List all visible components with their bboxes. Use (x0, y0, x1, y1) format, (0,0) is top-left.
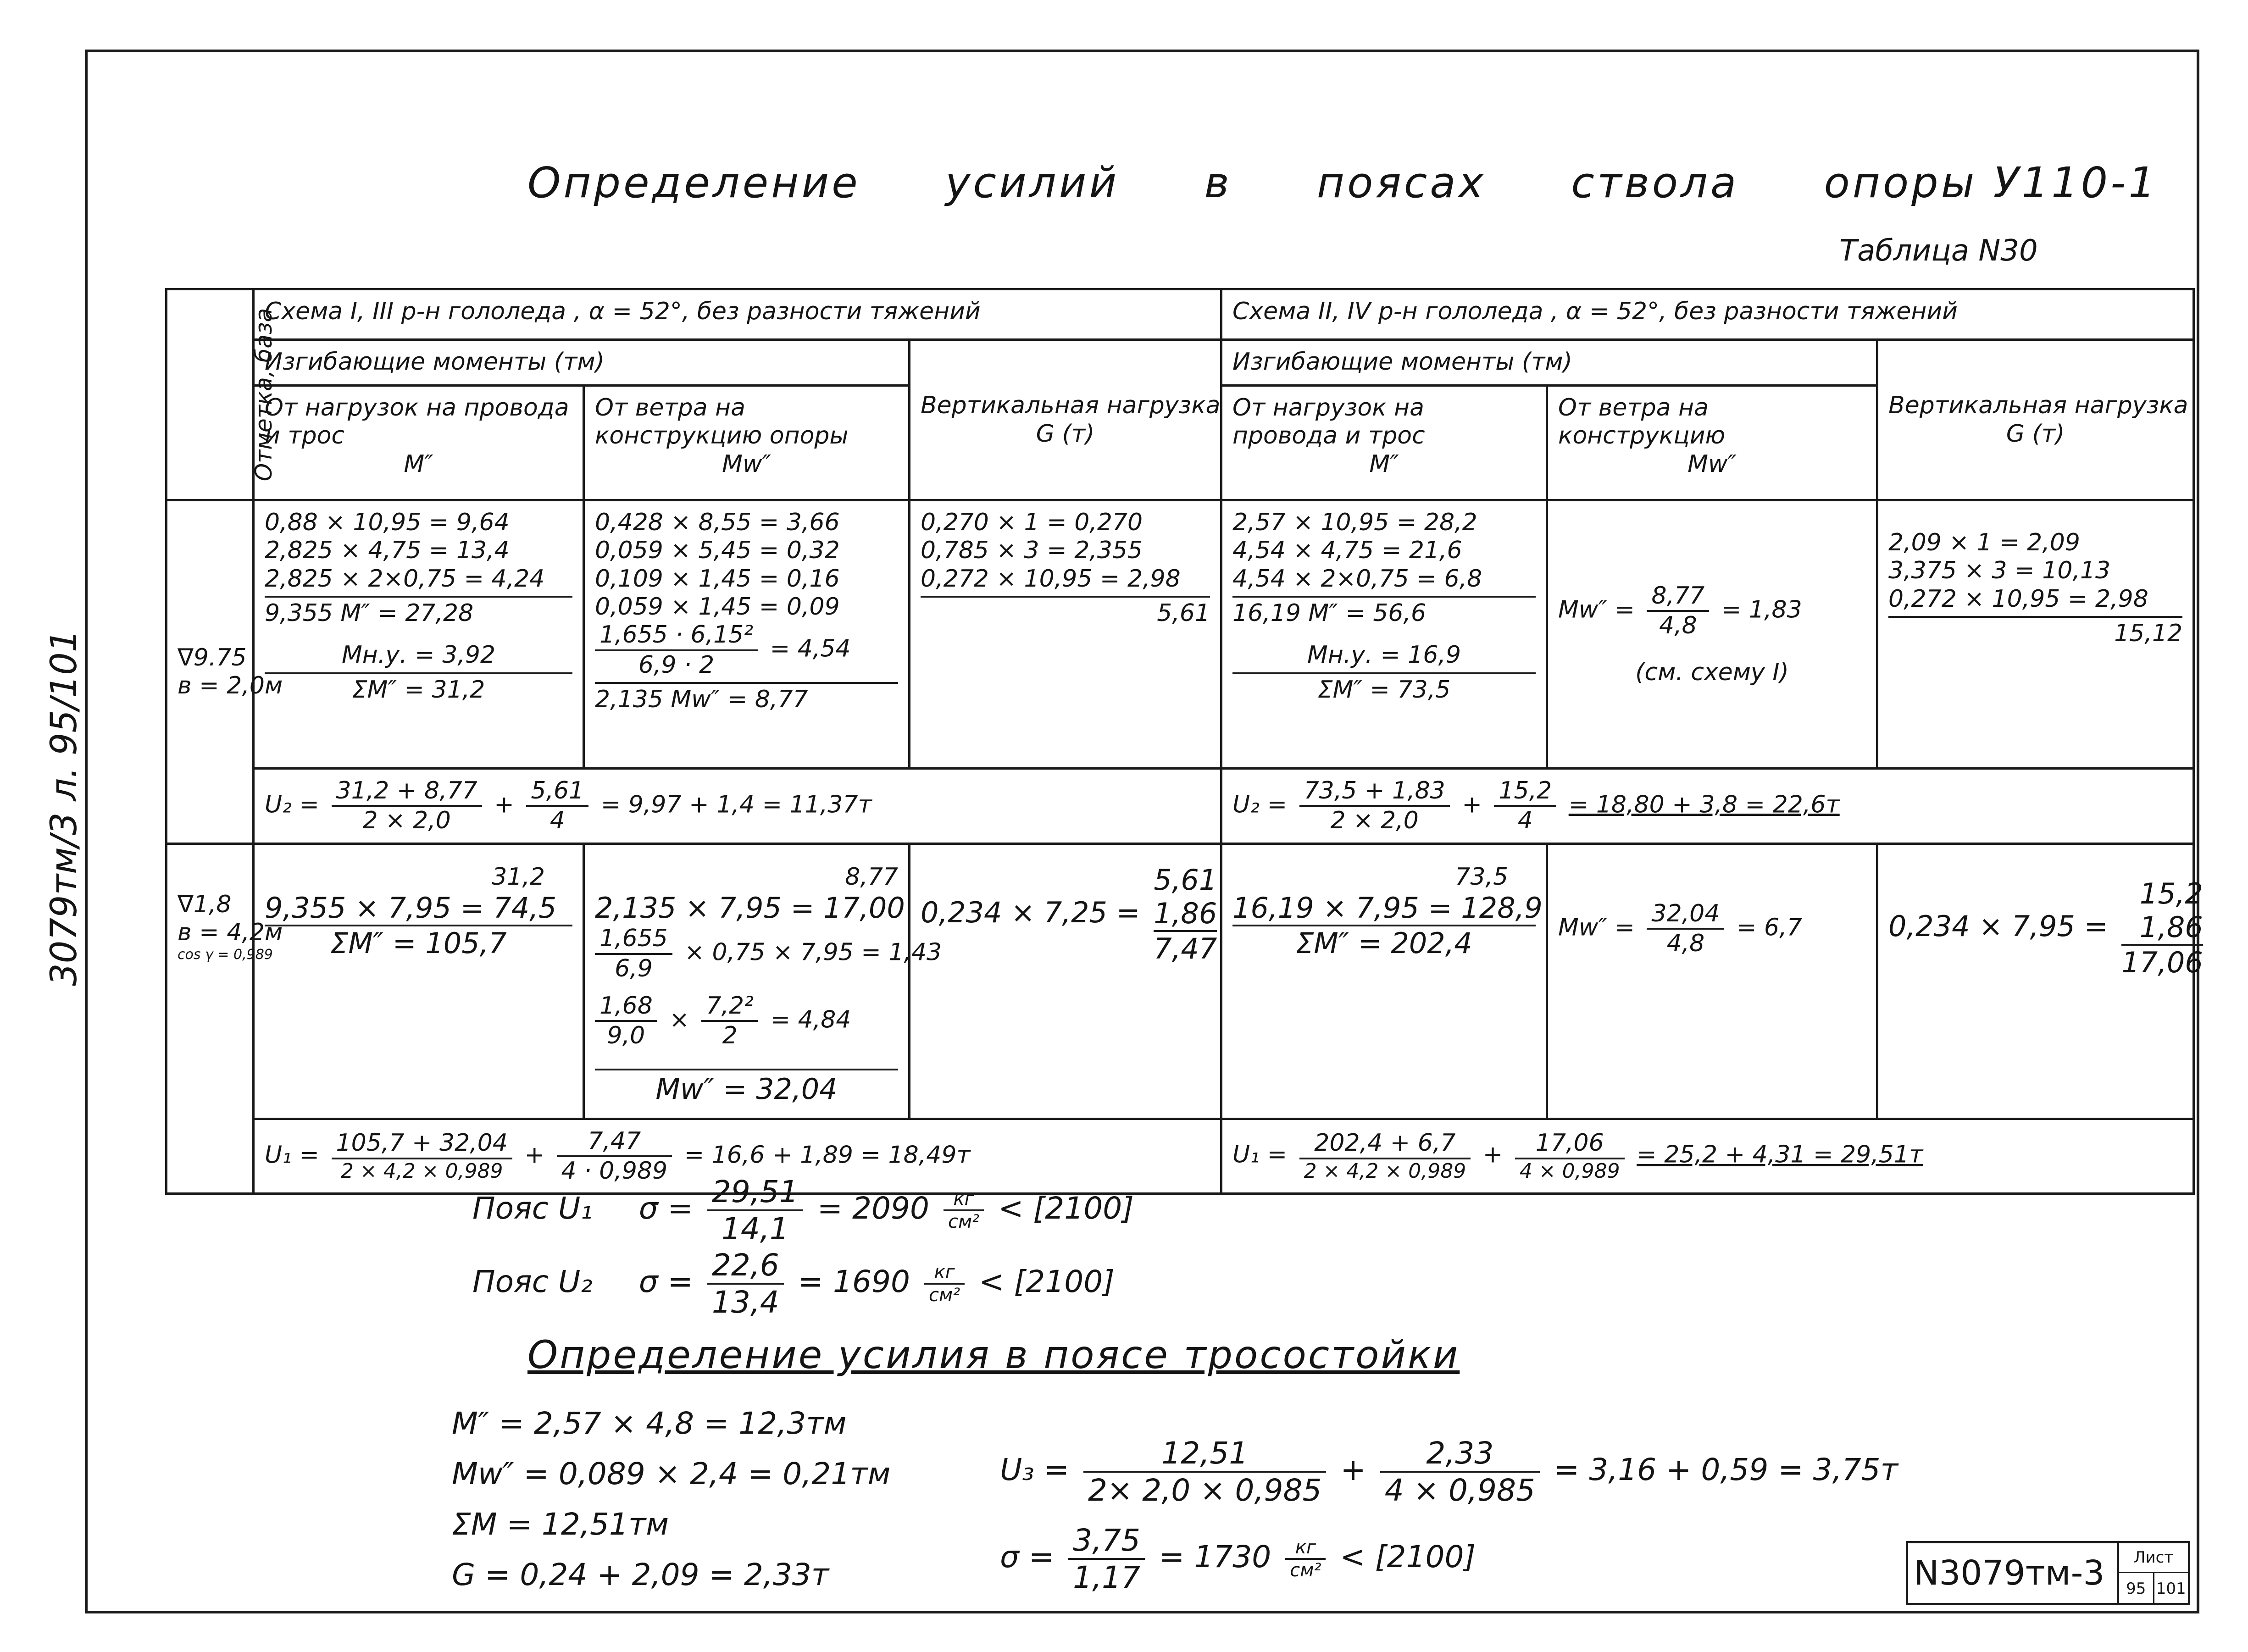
calc-note: (см. схему I) (1635, 658, 1789, 686)
fraction-denominator: 4 (1517, 807, 1533, 835)
calc-expr: 0,234 × 7,95 = (1888, 909, 2108, 943)
calc-compare: < [2100] (998, 1191, 1134, 1226)
forces-table (165, 288, 2203, 1195)
calc-value: = 1,83 (1721, 596, 1802, 624)
base: в = 2,0м (178, 671, 283, 699)
sheet-box (2117, 1543, 2188, 1603)
calc-lhs: U₁ = (1232, 1141, 1288, 1169)
section2-line: ΣM = 12,51тм (452, 1507, 669, 1542)
calc-value: = 4,54 (770, 635, 851, 663)
calc-compare: < [2100] (979, 1264, 1115, 1300)
drawing-code: N3079тм-3 (1914, 1553, 2105, 1593)
fraction-numerator: 32,04 (1647, 900, 1724, 930)
row2-s1-force: U₁ = $\frac{105,7 + 32,04}{2 \times 4,2 \times 0,989}$ + $\frac{7,47}{4 \cdot 0,989}$ = 16,6 + 1,89 = 18,49т (254, 1119, 1221, 1194)
section2-line: G = 0,24 + 2,09 = 2,33т (452, 1557, 829, 1592)
fraction-denominator: 4 · 0,989 (561, 1157, 668, 1185)
calc-line: 31,2 (492, 863, 545, 891)
fraction-denominator: 6,9 · 2 (638, 651, 715, 679)
calc-line: Mн.у. = 16,9 (1307, 641, 1461, 669)
header-text: От нагрузок на провода и трос (1232, 394, 1425, 450)
calc-total: ΣM″ = 105,7 (330, 926, 507, 960)
scheme2-moments-header: Изгибающие моменты (тм) (1221, 340, 1877, 386)
calc-total: 7,47 (1154, 932, 1217, 966)
belt-label: Пояс U₂ (472, 1264, 593, 1300)
header-symbol: Mw″ (722, 450, 771, 478)
section2-line: M″ = 2,57 × 4,8 = 12,3тм (452, 1406, 847, 1441)
calc-line: 73,5 (1455, 863, 1509, 891)
calc-line: 0,272 × 10,95 = 2,98 (1888, 585, 2148, 613)
cos-value: cos γ = 0,989 (178, 947, 273, 963)
row2-s1-wind (584, 843, 942, 1119)
calc-line: 2,135 × 7,95 = 17,00 (595, 891, 905, 925)
row2-s2-vert (1877, 843, 2203, 1119)
calc-line: 0,785 × 3 = 2,355 (921, 537, 1143, 565)
title-word: усилий (945, 158, 1120, 207)
calc-line: 0,270 × 1 = 0,270 (921, 509, 1143, 536)
row1-s2-wires (1221, 500, 1547, 769)
fraction-denominator: 4 × 0,985 (1384, 1473, 1535, 1508)
calc-lhs: U₁ = (265, 1141, 320, 1169)
scheme2-title: Схема II, IV р-н гололеда , α = 52°, без разности тяжений (1221, 289, 2194, 340)
calc-line: 0,109 × 1,45 = 0,16 (595, 565, 840, 593)
calc-result: = 18,80 + 3,8 = 22,6т (1568, 791, 1840, 819)
calc-total: 17,06 (2121, 946, 2203, 980)
fraction-numerator: 105,7 + 32,04 (332, 1129, 512, 1159)
calc-line: 2,825 × 4,75 = 13,4 (265, 537, 510, 565)
calc-lhs: Mw″ = (1558, 596, 1635, 624)
fraction-denominator: 4,8 (1666, 930, 1705, 958)
row2-s2-wires (1221, 843, 1547, 1119)
elevation: ∇9.75 (178, 643, 247, 671)
calc-total: ΣM″ = 31,2 (265, 672, 572, 704)
scheme2-vert-header (1877, 340, 2194, 500)
fraction-numerator: 1,655 · 6,15² (595, 621, 758, 651)
scheme1-moments-header: Изгибающие моменты (тм) (254, 340, 910, 386)
belt-check-1 (472, 1174, 1134, 1247)
header-text: От нагрузок на провода и трос (265, 394, 569, 450)
title-word: поясах (1316, 158, 1487, 207)
calc-result: = 25,2 + 4,31 = 29,51т (1637, 1141, 1923, 1169)
calc-value: × 0,75 × 7,95 = 1,43 (684, 938, 942, 966)
calc-result: = 3,16 + 0,59 = 3,75т (1554, 1452, 1898, 1488)
calc-value: 1,86 (2121, 910, 2203, 946)
calc-total: 2,135 Mw″ = 8,77 (595, 682, 898, 714)
header-text: От ветра на конструкцию опоры (595, 394, 849, 450)
calc-value: = 6,7 (1736, 914, 1802, 942)
calc-line (1888, 876, 2203, 980)
calc-line: 8,77 (845, 863, 898, 891)
calc-line: 0,428 × 8,55 = 3,66 (595, 509, 840, 536)
sigma3-formula (1000, 1523, 1476, 1595)
header-text: Вертикальная нагрузка (921, 392, 1221, 420)
fraction-denominator: 4 (550, 807, 565, 835)
title-word: Определение (527, 158, 860, 207)
side-code: 3079тм/3 л. 95/101 (44, 629, 85, 986)
calc-line: 0,059 × 1,45 = 0,09 (595, 593, 840, 621)
fraction-numerator: 22,6 (707, 1247, 784, 1285)
calc-line: 2,825 × 2×0,75 = 4,24 (265, 565, 545, 593)
fraction-denominator: 2 × 4,2 × 0,989 (340, 1159, 503, 1183)
header-symbol: M″ (1369, 450, 1399, 478)
calc-fraction-line (595, 925, 942, 983)
header-text: Вертикальная нагрузка (1888, 392, 2188, 420)
fraction-numerator: 1,68 (595, 992, 657, 1022)
calc-lhs: Mw″ = (1558, 914, 1635, 942)
calc-line: 4,54 × 4,75 = 21,6 (1232, 537, 1462, 565)
fraction-numerator: 17,06 (1515, 1129, 1625, 1159)
header-symbol: Mw″ (1687, 450, 1737, 478)
calc-fraction-line (1558, 900, 1866, 958)
unit-numerator: кг (1285, 1537, 1326, 1560)
calc-line: 4,54 × 2×0,75 = 6,8 (1232, 565, 1482, 593)
fraction-numerator: 5,61 (526, 777, 588, 807)
row2-s1-vert (910, 843, 1221, 1119)
calc-value: 15,2 (2139, 876, 2203, 910)
row2-s2-force: U₁ = $\frac{202,4 + 6,7}{2 \times 4,2 \times 0,989}$ + $\frac{17,06}{4 \times 0,989}$ = 25,2 + 4,31 = 29,51т (1221, 1119, 2194, 1194)
calc-total: ΣM″ = 73,5 (1232, 672, 1536, 704)
calc-fraction-line (1558, 582, 1866, 640)
side-header-cell (167, 289, 278, 500)
scheme1-wind-header (584, 386, 910, 500)
table-number: Таблица N30 (1839, 234, 2038, 268)
scheme1-vert-header (910, 340, 1221, 500)
row1-s1-vert (910, 500, 1221, 769)
scheme2-wires-header (1221, 386, 1547, 500)
calc-lhs: U₂ = (265, 791, 320, 819)
section2-line: Mw″ = 0,089 × 2,4 = 0,21тм (452, 1456, 891, 1491)
row1-s1-force: U₂ = $\frac{31,2 + 8,77}{2 \times 2,0}$ + $\frac{5,61}{4}$ = 9,97 + 1,4 = 11,37т (254, 769, 1221, 844)
base: в = 4,2м (178, 919, 283, 947)
calc-lhs: σ = (638, 1264, 693, 1300)
header-symbol: M″ (404, 450, 433, 478)
calc-result: = 2090 (817, 1191, 930, 1226)
scheme1-wires-header (254, 386, 584, 500)
unit-numerator: кг (924, 1262, 965, 1285)
calc-fraction-line: $\frac{1,68}{9,0}$ × $\frac{\text{7,2²}}{2}$ = 4,84 (595, 992, 898, 1050)
side-header: Отметка, база (250, 308, 278, 482)
row1-s2-force: U₂ = $\frac{73,5 + 1,83}{2 \times 2,0}$ + $\frac{15,2}{4}$ = 18,80 + 3,8 = 22,6т (1221, 769, 2194, 844)
calc-line: 16,19 × 7,95 = 128,9 (1232, 891, 1536, 926)
fraction-numerator: 12,51 (1083, 1436, 1326, 1473)
row1-s1-wind (584, 500, 910, 769)
calc-value: 5,61 (1154, 863, 1217, 897)
calc-result: = 16,6 + 1,89 = 18,49т (684, 1141, 971, 1169)
fraction-numerator: 202,4 + 6,7 (1299, 1129, 1471, 1159)
calc-total: 15,12 (1888, 616, 2182, 648)
fraction-denominator: 2 × 4,2 × 0,989 (1304, 1159, 1466, 1183)
header-text: От ветра на конструкцию (1558, 394, 1726, 450)
calc-result: = 1690 (798, 1264, 910, 1300)
fraction-denominator: 9,0 (607, 1022, 645, 1050)
unit-denominator: см² (929, 1285, 960, 1306)
fraction-numerator: 1,655 (595, 925, 672, 954)
unit-denominator: см² (1290, 1560, 1321, 1581)
row1-s2-wind (1547, 500, 1877, 769)
fraction-denominator: 2 (722, 1022, 738, 1050)
unit-numerator: кг (944, 1188, 984, 1211)
elevation: ∇1,8 (178, 890, 232, 918)
calc-line: 3,375 × 3 = 10,13 (1888, 557, 2111, 585)
title-word: в (1204, 158, 1232, 207)
calc-expr: 0,234 × 7,25 = (921, 895, 1140, 929)
calc-line: 0,272 × 10,95 = 2,98 (921, 565, 1181, 593)
calc-sum: 16,19 M″ = 56,6 (1232, 596, 1536, 627)
sheet-label: Лист (2119, 1543, 2188, 1573)
sheet-total: 101 (2156, 1580, 2186, 1598)
unit-denominator: см² (948, 1211, 980, 1232)
calc-line: 0,88 × 10,95 = 9,64 (265, 509, 510, 536)
fraction-numerator: 3,75 (1068, 1523, 1145, 1560)
header-symbol: G (т) (1036, 420, 1095, 448)
fraction-numerator: 29,51 (707, 1174, 803, 1211)
title-word: ствола (1571, 158, 1739, 207)
calc-lhs: U₂ = (1232, 791, 1288, 819)
page-title (527, 158, 2227, 207)
row2-label (167, 843, 283, 1194)
row1-label (167, 500, 283, 844)
row1-s2-vert (1877, 500, 2194, 769)
scheme2-wind-header (1547, 386, 1877, 500)
calc-sum: 9,355 M″ = 27,28 (265, 596, 572, 627)
fraction-numerator: 15,2 (1494, 777, 1556, 807)
fraction-denominator: 4,8 (1659, 612, 1697, 640)
sheet-number: 95 (2119, 1573, 2154, 1604)
row1-s1-wires (254, 500, 584, 769)
fraction-denominator: 4 × 0,989 (1519, 1159, 1620, 1183)
u3-formula: U₃ = $\frac{12,51}{2\times 2,0 \times 0,985}$ + $\frac{2,33}{4 \times 0,985}$ = 3,16 + 0,59 = 3,75т (1000, 1436, 1898, 1508)
calc-line (921, 863, 1217, 966)
fraction-denominator: 1,17 (1073, 1560, 1141, 1595)
calc-lhs: U₃ = (1000, 1452, 1070, 1488)
title-stamp (1906, 1541, 2190, 1605)
fraction-denominator: 14,1 (721, 1211, 789, 1247)
belt-check-2 (472, 1247, 1115, 1320)
fraction-numerator: 8,77 (1647, 582, 1709, 612)
fraction-numerator: 31,2 + 8,77 (332, 777, 482, 807)
fraction-numerator: 7,2² (701, 992, 758, 1022)
fraction-denominator: 6,9 (615, 954, 653, 982)
calc-line: 0,059 × 5,45 = 0,32 (595, 537, 840, 565)
fraction-numerator: 7,47 (557, 1127, 672, 1157)
calc-lhs: σ = (638, 1191, 693, 1226)
fraction-numerator: 2,33 (1380, 1436, 1540, 1473)
header-symbol: G (т) (2006, 420, 2065, 448)
calc-total: Mw″ = 32,04 (595, 1069, 898, 1106)
calc-total: ΣM″ = 202,4 (1296, 926, 1472, 960)
fraction-denominator: 2× 2,0 × 0,985 (1088, 1473, 1322, 1508)
title-word: опоры У110-1 (1824, 158, 2158, 207)
calc-compare: < [2100] (1340, 1539, 1476, 1575)
calc-line: 2,57 × 10,95 = 28,2 (1232, 509, 1477, 536)
calc-result: = 1730 (1159, 1539, 1271, 1575)
row2-s1-wires (254, 843, 584, 1119)
fraction-denominator: 2 × 2,0 (1330, 807, 1419, 835)
section2-title: Определение усилия в поясе тросостойки (527, 1332, 1460, 1377)
row2-s2-wind (1547, 843, 1877, 1119)
belt-label: Пояс U₁ (472, 1191, 593, 1226)
calc-total: 5,61 (921, 596, 1210, 627)
fraction-numerator: 73,5 + 1,83 (1299, 777, 1450, 807)
calc-fraction-line (595, 621, 898, 679)
fraction-denominator: 2 × 2,0 (362, 807, 451, 835)
calc-line: 2,09 × 1 = 2,09 (1888, 529, 2080, 556)
calc-value: = 4,84 (770, 1006, 851, 1034)
calc-value: 1,86 (1154, 897, 1217, 932)
calc-lhs: σ = (1000, 1539, 1055, 1575)
calc-result: = 9,97 + 1,4 = 11,37т (600, 791, 872, 819)
fraction-denominator: 13,4 (711, 1285, 779, 1320)
calc-line: Mн.у. = 3,92 (341, 641, 496, 669)
calc-line: 9,355 × 7,95 = 74,5 (265, 891, 572, 926)
scheme1-title: Схема I, III р-н гололеда , α = 52°, без разности тяжений (254, 289, 1221, 340)
